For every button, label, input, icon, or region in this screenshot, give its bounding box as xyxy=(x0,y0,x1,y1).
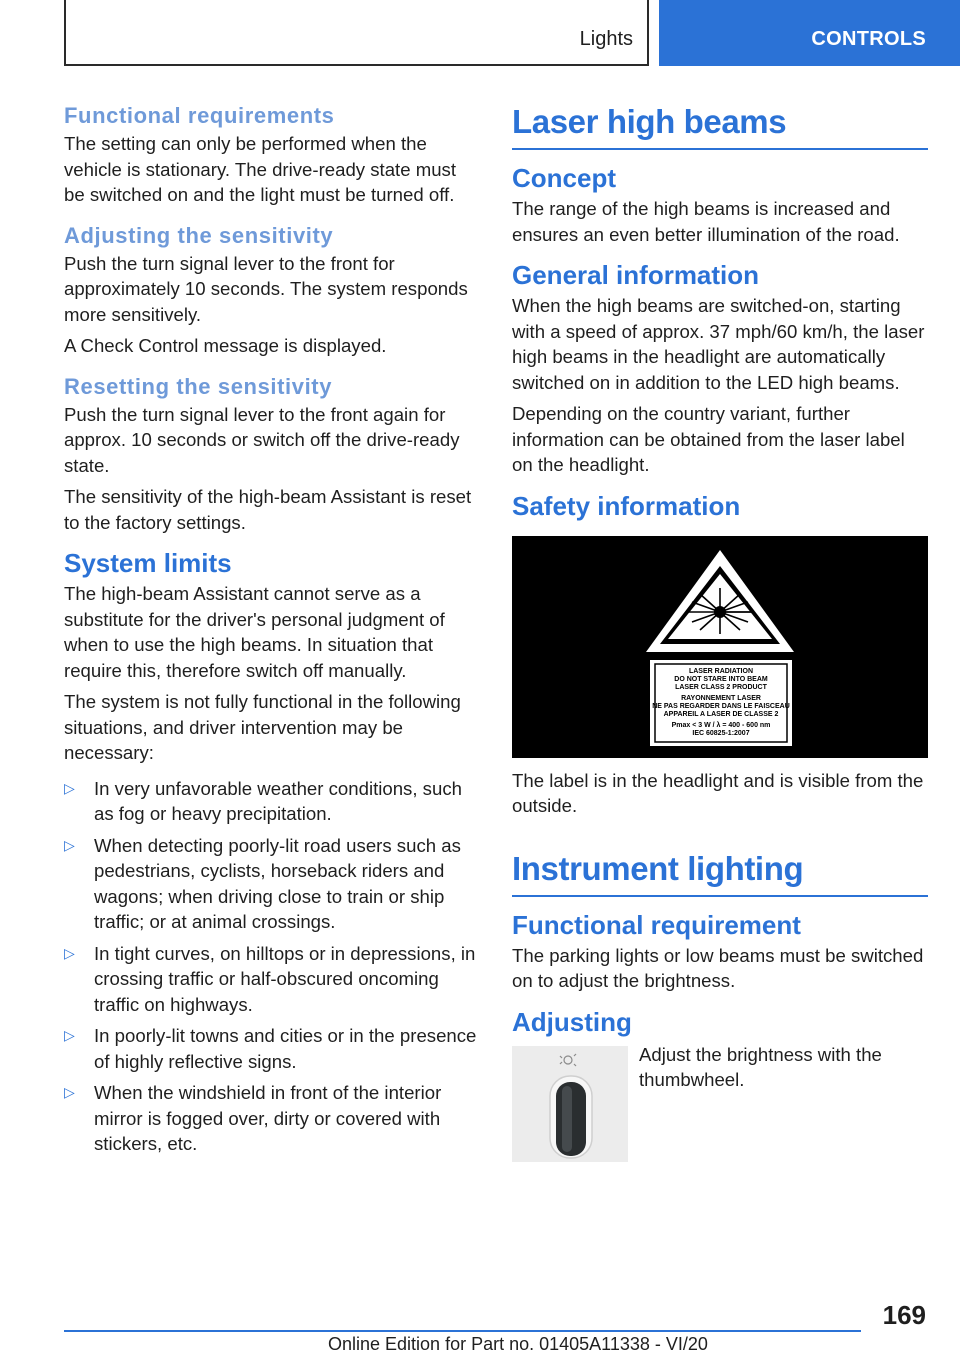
functional-requirement-text: The parking lights or low beams must be switched on to adjust the brightness. xyxy=(512,944,924,991)
laser-warning-label-image xyxy=(512,536,928,758)
label-line-8: IEC 60825-1:2007 xyxy=(692,729,750,737)
adjusting-sensitivity-heading: Adjusting the sensitivity xyxy=(64,222,334,248)
list-item-text: When the windshield in front of the interior mirror is fogged over, dirty or covered with stickers, etc. xyxy=(94,1082,442,1154)
label-line-1: LASER RADIATION xyxy=(688,667,754,675)
list-item xyxy=(64,1023,480,1074)
label-line-3: LASER CLASS 2 PRODUCT xyxy=(675,683,767,691)
page-number: 169 xyxy=(882,1300,926,1330)
triangle-right-icon: ▷ xyxy=(64,1084,75,1100)
label-line-6: APPAREIL A LASER DE CLASSE 2 xyxy=(663,710,779,718)
adjusting-row xyxy=(512,1042,928,1162)
label-line-5: NE PAS REGARDER DANS LE FAISCEAU xyxy=(652,702,790,710)
list-item xyxy=(64,776,480,827)
laser-label-caption: The label is in the headlight and is visible from the outside. xyxy=(512,769,924,816)
concept-text: The range of the high beams is increased and ensures an even better illumination of the road. xyxy=(512,198,900,245)
list-item xyxy=(64,1080,480,1157)
functional-requirements-text: The setting can only be performed when the vehicle is stationary. The drive-ready state must be switched on and the light must be turned off. xyxy=(64,133,457,205)
list-item xyxy=(64,833,480,935)
header-section-box xyxy=(64,0,649,66)
system-limits-heading: System limits xyxy=(64,548,232,578)
safety-information-heading: Safety information xyxy=(512,490,741,521)
adjusting-text: Adjust the brightness with the thumbwheel. xyxy=(639,1043,882,1090)
system-limits-text: The high-beam Assistant cannot serve as a substitute for the driver's personal judgment of when to use the high beams. In situation that require this, therefore switch off manually. xyxy=(64,583,445,681)
general-information-note: Depending on the country variant, further information can be obtained from the laser label on the headlight. xyxy=(512,403,905,475)
system-limits-intro: The system is not fully functional in the following situations, and driver intervention may be necessary: xyxy=(64,691,461,763)
system-limits-list xyxy=(64,776,480,1157)
adjusting-sensitivity-text: Push the turn signal lever to the front for approximately 10 seconds. The system responds more sensitively. xyxy=(64,252,468,325)
instrument-lighting-title: Instrument lighting xyxy=(512,849,928,897)
header-section-title: Lights xyxy=(579,28,633,50)
concept-heading: Concept xyxy=(512,163,616,193)
triangle-right-icon: ▷ xyxy=(64,779,75,796)
resetting-sensitivity-text: Push the turn signal lever to the front again for approx. 10 seconds or switch off the drive-ready state. xyxy=(64,403,460,476)
left-column xyxy=(64,102,480,1163)
label-line-7: Pmax < 3 W / λ = 400 - 600 nm xyxy=(671,721,771,729)
header-chapter-title: CONTROLS xyxy=(811,28,926,50)
functional-requirements-heading: Functional requirements xyxy=(64,103,335,128)
adjusting-heading: Adjusting xyxy=(512,1006,632,1037)
adjusting-sensitivity-note: A Check Control message is displayed. xyxy=(64,335,387,356)
resetting-sensitivity-note: The sensitivity of the high-beam Assistant is reset to the factory settings. xyxy=(64,486,472,533)
right-column xyxy=(512,102,928,1162)
general-information-text: When the high beams are switched-on, starting with a speed of approx. 37 mph/60 km/h, the laser high beams in the headlight are automatically switched on in addition to the LED high beams. xyxy=(512,295,925,393)
footer-edition: Online Edition for Part no. 01405A11338 - VI/20 xyxy=(328,1334,708,1354)
label-line-2: DO NOT STARE INTO BEAM xyxy=(674,675,768,683)
general-information-heading: General information xyxy=(512,260,760,290)
triangle-right-icon: ▷ xyxy=(64,944,75,961)
header-chapter-tab xyxy=(659,0,960,66)
list-item-text: When detecting poorly-lit road users such as pedestrians, cyclists, horseback riders and wagons; when driving close to train or ship traffic; or at animal crossings. xyxy=(94,834,461,932)
triangle-right-icon: ▷ xyxy=(64,1027,75,1043)
resetting-sensitivity-heading: Resetting the sensitivity xyxy=(64,373,333,399)
label-line-4: RAYONNEMENT LASER xyxy=(681,694,761,702)
thumbwheel-image xyxy=(512,1046,628,1162)
adjusting-text-block xyxy=(639,1042,929,1099)
functional-requirement-heading: Functional requirement xyxy=(512,909,801,940)
thumbwheel-graphic xyxy=(512,1046,628,1162)
footer-divider xyxy=(64,1330,861,1332)
list-item xyxy=(64,941,480,1018)
list-item-text: In very unfavorable weather conditions, such as fog or heavy precipitation. xyxy=(94,777,462,824)
laser-high-beams-title: Laser high beams xyxy=(512,102,928,150)
triangle-right-icon: ▷ xyxy=(64,836,75,853)
list-item-text: In poorly-lit towns and cities or in the presence of highly reflective signs. xyxy=(94,1025,477,1072)
list-item-text: In tight curves, on hilltops or in depressions, in crossing traffic or half-obscured oncoming traffic on highways. xyxy=(94,942,476,1015)
laser-warning-label-graphic xyxy=(512,536,928,758)
